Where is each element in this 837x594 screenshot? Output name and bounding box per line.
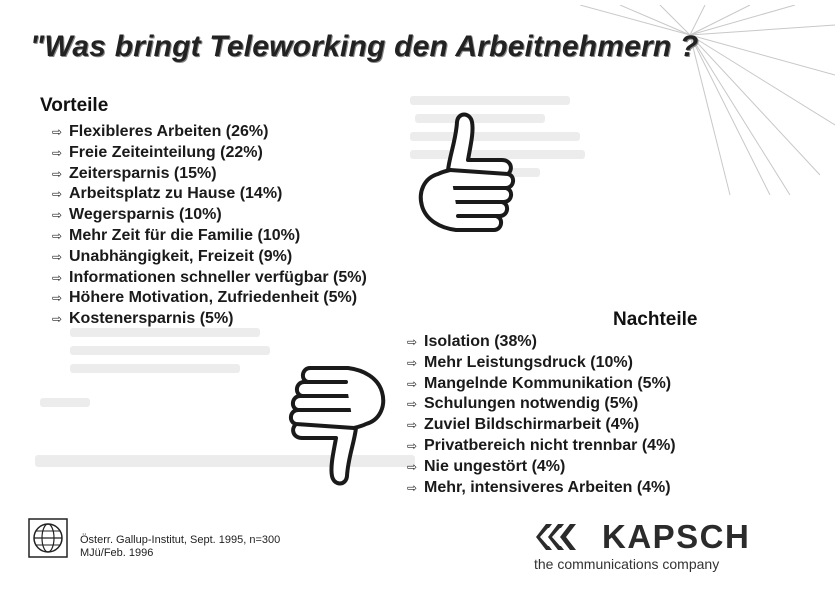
arrow-bullet-icon: ⇨: [52, 228, 63, 243]
arrow-bullet-icon: ⇨: [52, 208, 63, 223]
arrow-bullet-icon: ⇨: [407, 335, 418, 349]
list-item: [407, 332, 676, 353]
list-item: [52, 268, 367, 289]
arrow-bullet-icon: ⇨: [52, 249, 63, 264]
arrow-bullet-icon: ⇨: [407, 376, 418, 391]
list-item: [407, 374, 676, 395]
list-item: [52, 143, 367, 164]
list-item-label: Mehr Leistungsdruck (10%): [424, 353, 633, 371]
arrow-bullet-icon: ⇨: [407, 459, 418, 474]
list-item-label: Mangelnde Kommunikation (5%): [424, 374, 672, 392]
globe-logo-icon: [28, 518, 68, 558]
list-item: [407, 394, 676, 415]
list-item: [407, 436, 676, 457]
list-item: [52, 247, 367, 268]
arrow-bullet-icon: ⇨: [52, 125, 63, 139]
list-item: [407, 457, 676, 478]
list-item-label: Mehr, intensiveres Arbeiten (4%): [424, 478, 671, 496]
thumbs-up-icon: [410, 108, 522, 236]
kapsch-chevron-logo: [534, 522, 580, 552]
arrow-bullet-icon: ⇨: [407, 418, 418, 433]
list-item-label: Unabhängigkeit, Freizeit (9%): [69, 247, 293, 265]
brand-name: KAPSCH: [602, 518, 751, 555]
arrow-bullet-icon: ⇨: [52, 312, 63, 327]
list-item-label: Informationen schneller verfügbar (5%): [69, 268, 367, 286]
list-item: [407, 478, 676, 499]
arrow-bullet-icon: ⇨: [52, 145, 63, 160]
list-item-label: Arbeitsplatz zu Hause (14%): [69, 185, 283, 203]
arrow-bullet-icon: ⇨: [52, 166, 63, 181]
list-item-label: Schulungen notwendig (5%): [424, 395, 639, 413]
list-item-label: Wegersparnis (10%): [69, 206, 222, 224]
arrow-bullet-icon: ⇨: [52, 270, 63, 285]
list-item-label: Zeitersparnis (15%): [69, 164, 217, 182]
list-item-label: Privatbereich nicht trennbar (4%): [424, 436, 676, 454]
list-item: [52, 122, 367, 143]
list-item: [52, 164, 367, 185]
brand-tagline: the communications company: [534, 556, 720, 572]
nachteile-heading: Nachteile: [613, 309, 698, 330]
arrow-bullet-icon: ⇨: [52, 187, 63, 202]
thumbs-down-icon: [282, 362, 394, 490]
page-title: "Was bringt Teleworking den Arbeitnehmern ?: [30, 30, 699, 63]
list-item: [52, 309, 367, 330]
list-item-label: Nie ungestört (4%): [424, 457, 566, 475]
arrow-bullet-icon: ⇨: [52, 291, 63, 306]
list-item-label: Freie Zeiteinteilung (22%): [69, 143, 263, 161]
arrow-bullet-icon: ⇨: [407, 438, 418, 453]
vorteile-list: [52, 122, 367, 330]
list-item: [407, 353, 676, 374]
arrow-bullet-icon: ⇨: [407, 355, 418, 370]
list-item: [407, 415, 676, 436]
vorteile-heading: Vorteile: [40, 95, 109, 116]
list-item-label: Zuviel Bildschirmarbeit (4%): [424, 416, 640, 434]
source-line: Österr. Gallup-Institut, Sept. 1995, n=300: [80, 534, 281, 546]
list-item: [52, 184, 367, 205]
nachteile-list: [407, 332, 676, 498]
list-item-label: Isolation (38%): [424, 333, 537, 350]
arrow-bullet-icon: ⇨: [407, 480, 418, 495]
brand-logo: [530, 516, 760, 576]
list-item-label: Höhere Motivation, Zufriedenheit (5%): [69, 289, 358, 307]
author-date-line: MJü/Feb. 1996: [80, 547, 154, 559]
list-item: [52, 226, 367, 247]
arrow-bullet-icon: ⇨: [407, 397, 418, 412]
list-item-label: Kostenersparnis (5%): [69, 310, 234, 328]
list-item-label: Mehr Zeit für die Familie (10%): [69, 226, 301, 244]
list-item-label: Flexibleres Arbeiten (26%): [69, 123, 269, 140]
list-item: [52, 205, 367, 226]
list-item: [52, 288, 367, 309]
